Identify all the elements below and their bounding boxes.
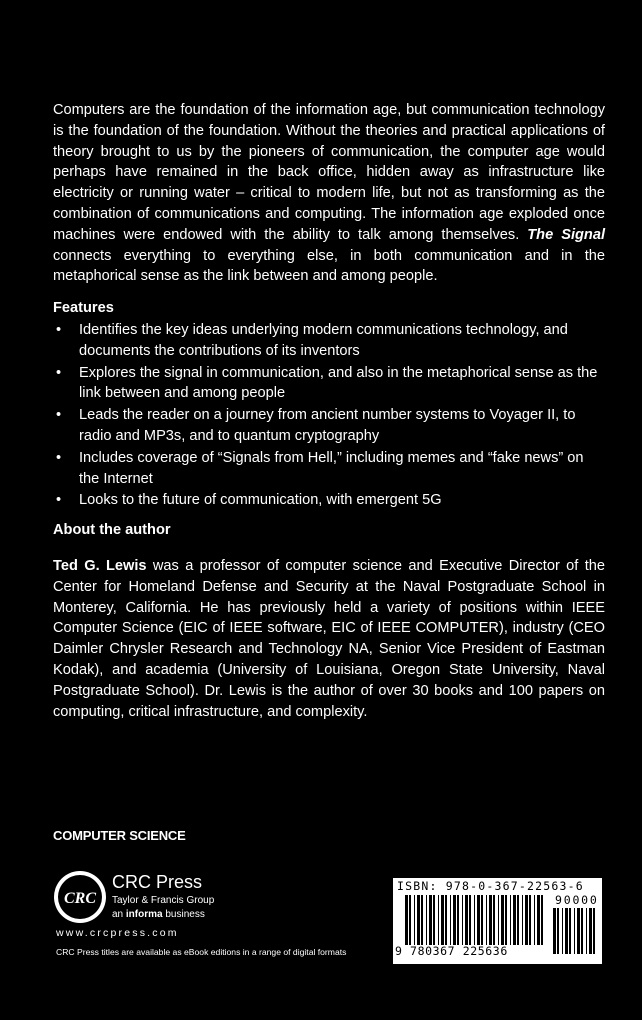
barcode-bar xyxy=(433,895,435,945)
barcode-bar xyxy=(557,908,559,954)
barcode-bar xyxy=(574,908,575,954)
crc-logo-text: CRC xyxy=(63,890,97,907)
barcode-bar xyxy=(525,895,528,945)
features-heading: Features xyxy=(53,300,114,316)
ebook-note: CRC Press titles are available as eBook editions in a range of digital formats xyxy=(56,947,347,957)
barcode-bar xyxy=(517,895,519,945)
feature-text: Looks to the future of communication, with emergent 5G xyxy=(79,492,442,509)
barcode-bar xyxy=(438,895,439,945)
blurb-paragraph xyxy=(53,100,605,287)
crc-logo-icon xyxy=(53,870,107,924)
barcode-bar xyxy=(510,895,511,945)
barcode-bar xyxy=(565,908,568,954)
barcode-bar xyxy=(417,895,420,945)
author-heading: About the author xyxy=(53,522,171,538)
bullet: • xyxy=(56,407,62,424)
barcode-bar xyxy=(505,895,507,945)
subject-category: COMPUTER SCIENCE xyxy=(53,828,186,843)
barcode-bar xyxy=(586,908,587,954)
barcode-bar xyxy=(429,895,432,945)
informa-post: business xyxy=(162,909,205,920)
publisher-url: www.crcpress.com xyxy=(56,927,179,939)
informa-line xyxy=(112,909,205,920)
publisher-name: CRC Press xyxy=(112,872,203,892)
feature-text: Leads the reader on a journey from ancient number systems to Voyager II, to radio and MP3s, and to quantum cryptography xyxy=(79,407,576,444)
barcode-bar xyxy=(498,895,499,945)
isbn-text: ISBN: 978-0-367-22563-6 xyxy=(397,879,584,893)
barcode-bar xyxy=(450,895,451,945)
author-bio-text: was a professor of computer science and Executive Director of the Center for Homeland Defense and Security at the Naval Postgraduate School in Monterey, California. He has previously held a variety of positions within IEEE Computer Science (EIC of IEEE software, EIC of IEEE COMPUTER), industry (CEO Daimler Chrysler Research and Technology NA, Senior Vice President of Eastman Kodak), and academia (University of Louisiana, Oregon State University, Naval Postgraduate School). Dr. Lewis is the author of over 30 books and 100 papers on computing, critical infrastructure, and complexity. xyxy=(53,558,605,720)
bullet: • xyxy=(56,322,62,338)
blurb-text-end: connects everything to everything else, in both communication and in the metaphorical sense as the link between and among people. xyxy=(53,247,605,285)
barcode-bar xyxy=(405,895,408,945)
barcode-bar xyxy=(486,895,487,945)
bullet: • xyxy=(56,492,62,509)
barcode-bar xyxy=(581,908,583,954)
barcode-bar xyxy=(577,908,580,954)
informa-pre: an xyxy=(112,909,126,920)
book-title: The Signal xyxy=(527,226,605,243)
feature-item xyxy=(53,448,605,490)
barcode-bar xyxy=(553,908,556,954)
blurb xyxy=(53,100,605,287)
barcode-bar xyxy=(421,895,423,945)
barcode-bar xyxy=(522,895,523,945)
bullet: • xyxy=(56,364,62,381)
features-list xyxy=(53,320,605,512)
feature-item xyxy=(53,405,605,447)
feature-text: Includes coverage of “Signals from Hell,” including memes and “fake news” on the Internet xyxy=(79,449,584,487)
bullet: • xyxy=(56,449,62,466)
barcode-bar xyxy=(534,895,535,945)
feature-text: Explores the signal in communication, and also in the metaphorical sense as the link between and among people xyxy=(79,364,598,402)
barcode-bar xyxy=(441,895,444,945)
barcode-bar xyxy=(569,908,571,954)
barcode-bar xyxy=(409,895,411,945)
author-name: Ted G. Lewis xyxy=(53,558,147,574)
ean-digits: 9 780367 225636 xyxy=(395,944,508,958)
barcode-bar xyxy=(481,895,483,945)
feature-item xyxy=(53,363,605,405)
barcode-bar xyxy=(529,895,531,945)
barcode-bar xyxy=(513,895,516,945)
barcode-bar xyxy=(426,895,427,945)
barcode-bar xyxy=(457,895,459,945)
barcode-bar xyxy=(501,895,504,945)
price-code: 90000 xyxy=(555,893,599,907)
barcode-bar xyxy=(462,895,463,945)
feature-item xyxy=(53,320,605,362)
barcode-bar xyxy=(562,908,563,954)
blurb-text-start: Computers are the foundation of the information age, but communication technology is the foundation of the foundation. Without the theories and practical applications of theory brought to us by the pioneers of communication, the computer age would perhaps have remained in the back office, hidden away as infrastructure like electricity or running water – critical to modern life, but not as transforming as the combination of communications and computing. The information age exploded once machines were endowed with the ability to talk among themselves. xyxy=(53,102,605,243)
publisher-group: Taylor & Francis Group xyxy=(112,895,215,906)
feature-item xyxy=(53,490,605,511)
barcode-bar xyxy=(537,895,540,945)
isbn-barcode xyxy=(393,878,602,964)
barcode-bar xyxy=(589,908,592,954)
barcode-bar xyxy=(469,895,471,945)
informa-bold: informa xyxy=(125,909,163,920)
barcode-bar xyxy=(445,895,447,945)
barcode-bar xyxy=(593,908,595,954)
barcode-bar xyxy=(474,895,475,945)
author-bio xyxy=(53,556,605,722)
barcode-bar xyxy=(465,895,468,945)
barcode-bar xyxy=(541,895,543,945)
barcode-bar xyxy=(453,895,456,945)
barcode-bar xyxy=(489,895,492,945)
feature-text: Identifies the key ideas underlying modern communications technology, and documents the contributions of its inventors xyxy=(79,322,568,359)
barcode-bar xyxy=(414,895,415,945)
barcode-bar xyxy=(493,895,495,945)
barcode-bar xyxy=(477,895,480,945)
